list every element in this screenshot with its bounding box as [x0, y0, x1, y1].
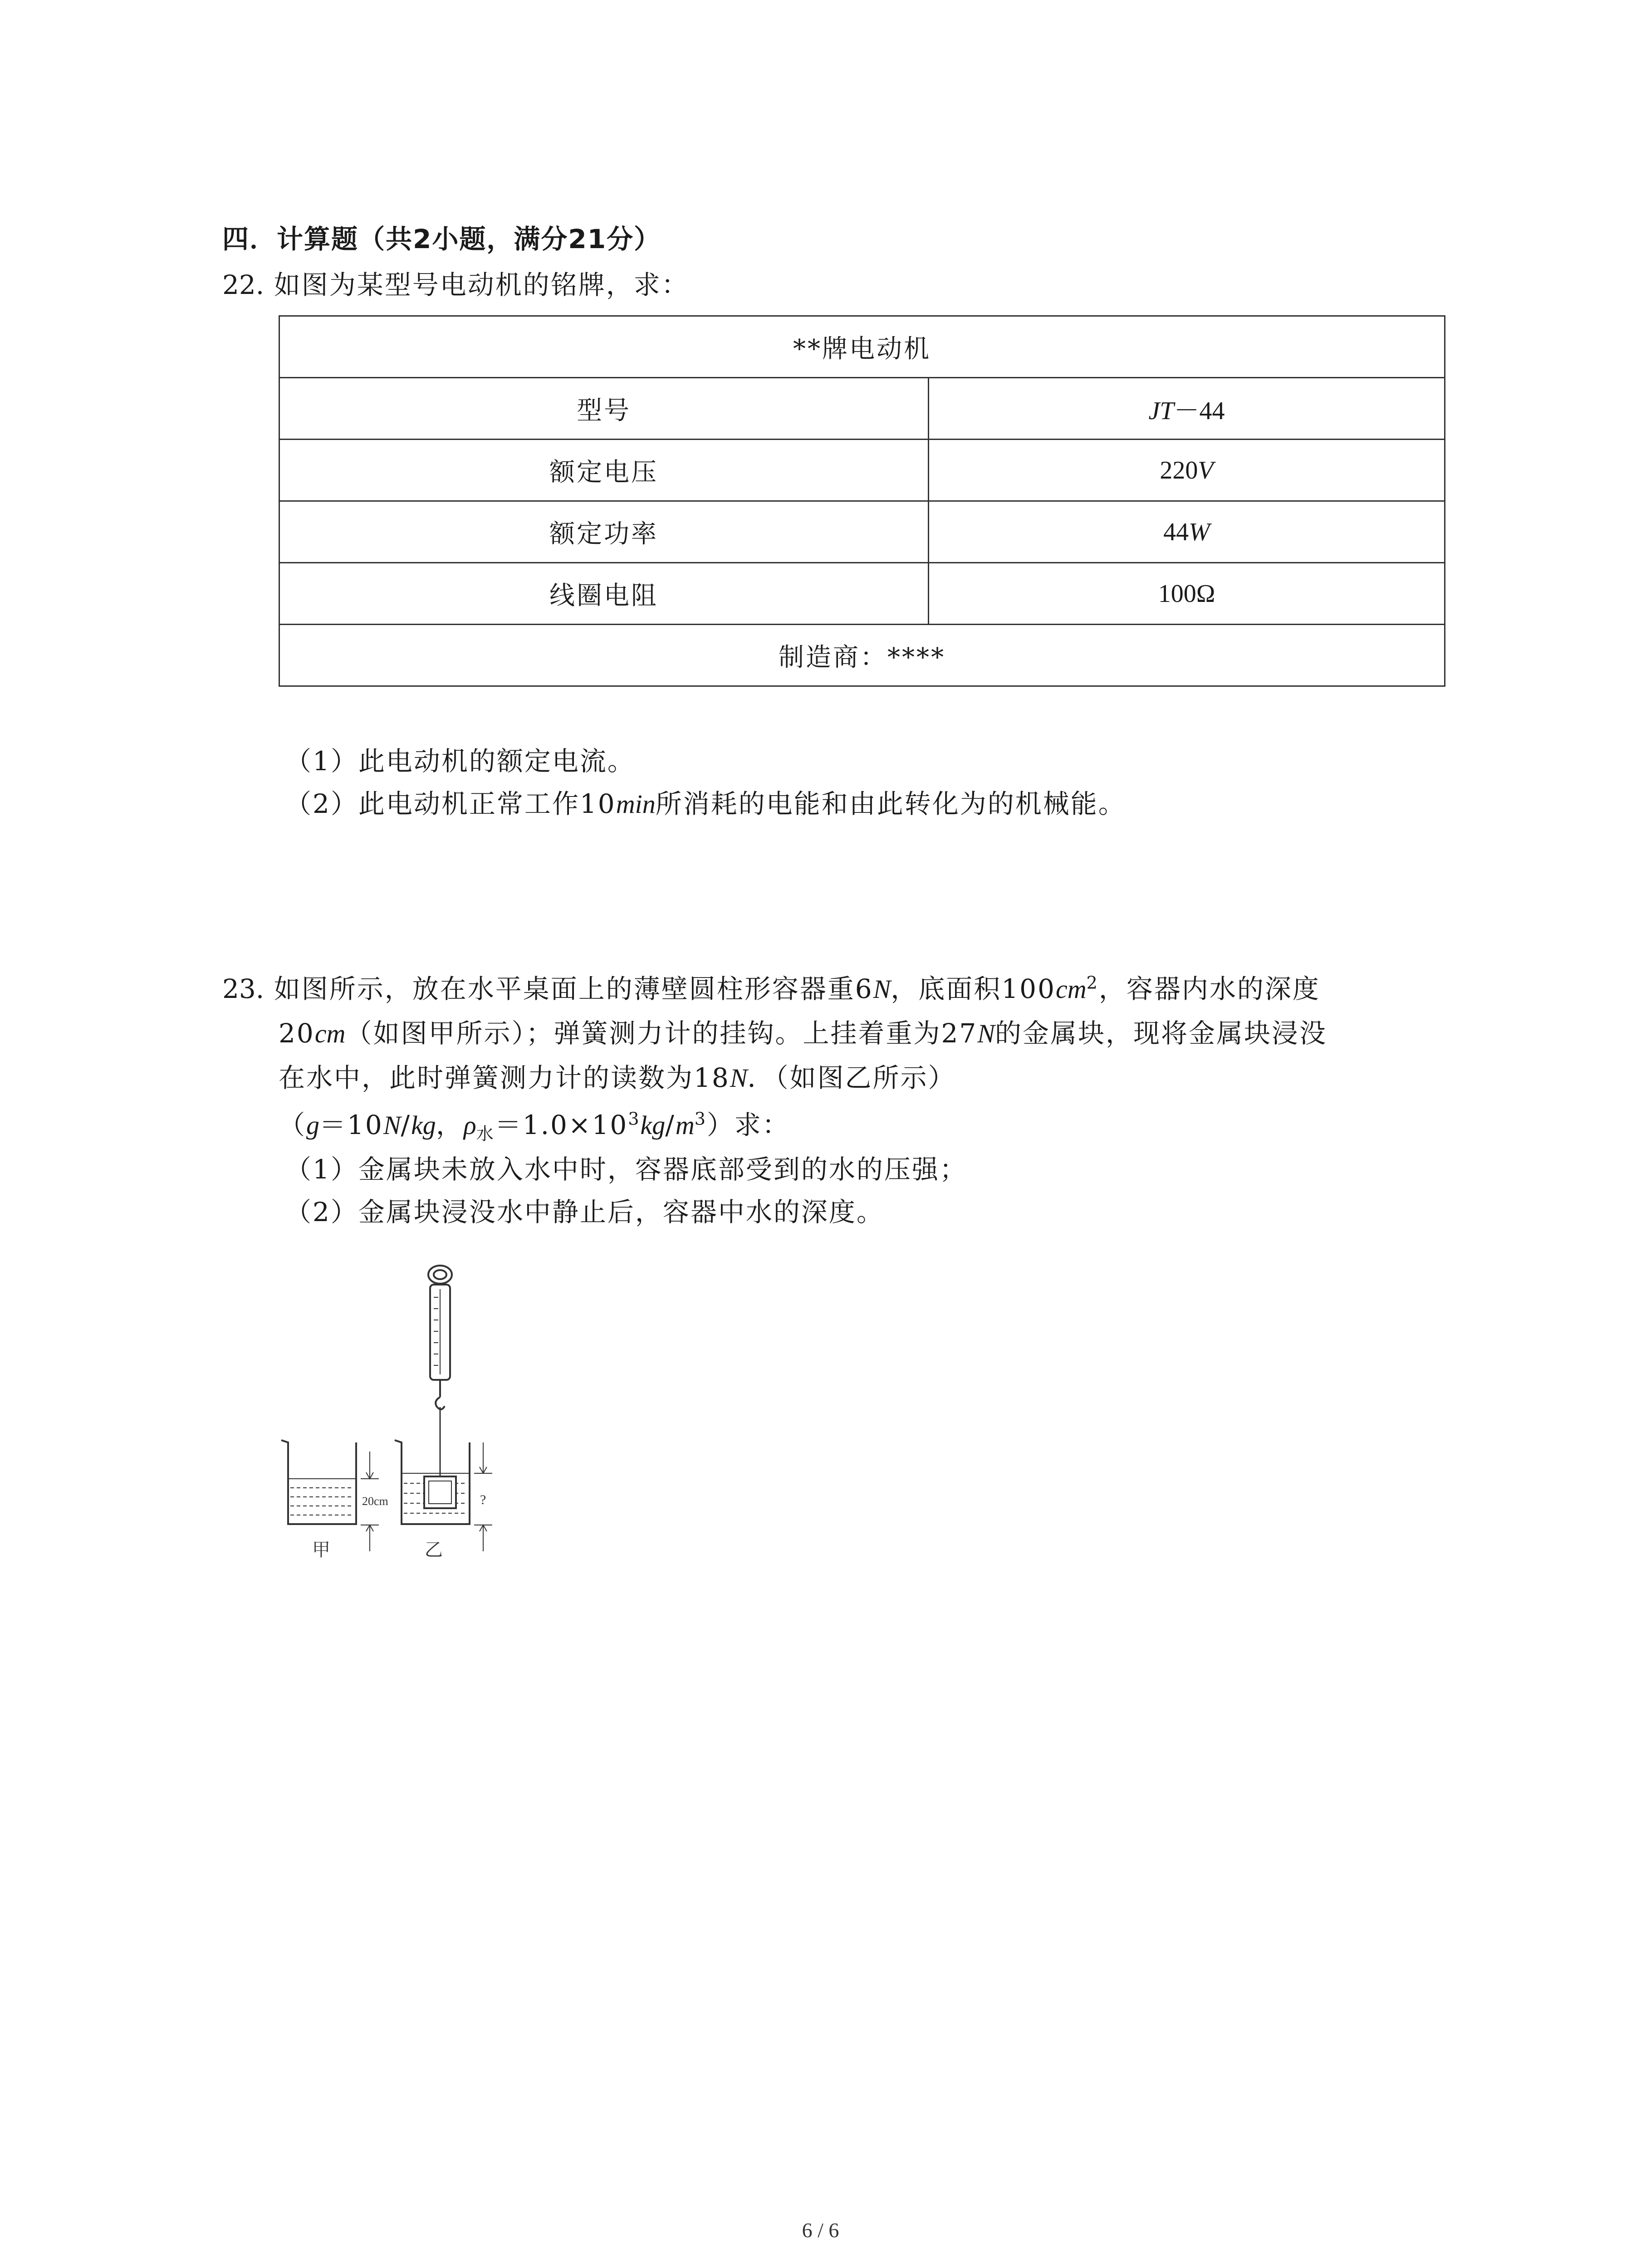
question-22-part-2: （2）此电动机正常工作10min所消耗的电能和由此转化为的机械能。 [285, 788, 1126, 819]
question-23-line-1: 23. 如图所示，放在水平桌面上的薄壁圆柱形容器重6N，底面积$100cm^2$，容器内水的深度 [222, 971, 1320, 1007]
nameplate-label: 额定功率 [279, 501, 929, 563]
section-title: 四．计算题（共2小题，满分21分） [222, 224, 661, 254]
nameplate-value: JT－44 [929, 378, 1445, 440]
question-number: 23. [222, 973, 265, 1004]
motor-nameplate-table [279, 315, 1445, 687]
nameplate-label: 线圈电阻 [279, 563, 929, 625]
question-23-given: （g＝10N/kg，$\rho_水=1.0\times 10^3kg/m^3$）求： [279, 1109, 790, 1144]
nameplate-row [279, 378, 1445, 440]
nameplate-row [279, 501, 1445, 563]
figure-label-yi: 乙 [425, 1540, 443, 1560]
nameplate-value: 220V [929, 440, 1445, 501]
page-number: 6 / 6 [802, 2219, 839, 2242]
beaker-jia [281, 1440, 356, 1524]
beaker-spring-scale-figure [272, 1261, 544, 1579]
question-22-part-1: （1）此电动机的额定电流。 [285, 746, 635, 777]
nameplate-label: 额定电压 [279, 440, 929, 501]
scale-ring [428, 1266, 452, 1284]
nameplate-label: 型号 [279, 378, 929, 440]
question-23-line-3: 在水中，此时弹簧测力计的读数为18N．（如图乙所示） [279, 1062, 956, 1093]
nameplate-row [279, 440, 1445, 501]
nameplate-footer-row [279, 625, 1445, 686]
nameplate-header-row [279, 316, 1445, 378]
figure-label-jia: 甲 [312, 1540, 330, 1560]
nameplate-value: 44W [929, 501, 1445, 563]
nameplate-header: **牌电动机 [279, 316, 1445, 378]
nameplate-value: 100Ω [929, 563, 1445, 625]
question-23-line-2: 20cm（如图甲所示）；弹簧测力计的挂钩。上挂着重为27N的金属块，现将金属块浸没 [279, 1018, 1327, 1049]
nameplate-row [279, 563, 1445, 625]
depth-label: 20cm [362, 1495, 388, 1508]
question-number: 22. [222, 269, 265, 300]
unknown-depth-label: ? [480, 1492, 486, 1507]
question-22-stem [222, 267, 689, 303]
question-23-part-1: （1）金属块未放入水中时，容器底部受到的水的压强； [285, 1154, 967, 1185]
question-23-part-2: （2）金属块浸没水中静止后，容器中水的深度。 [285, 1197, 884, 1227]
nameplate-footer: 制造商：**** [279, 625, 1445, 686]
question-text: 如图为某型号电动机的铭牌，求： [274, 269, 689, 300]
